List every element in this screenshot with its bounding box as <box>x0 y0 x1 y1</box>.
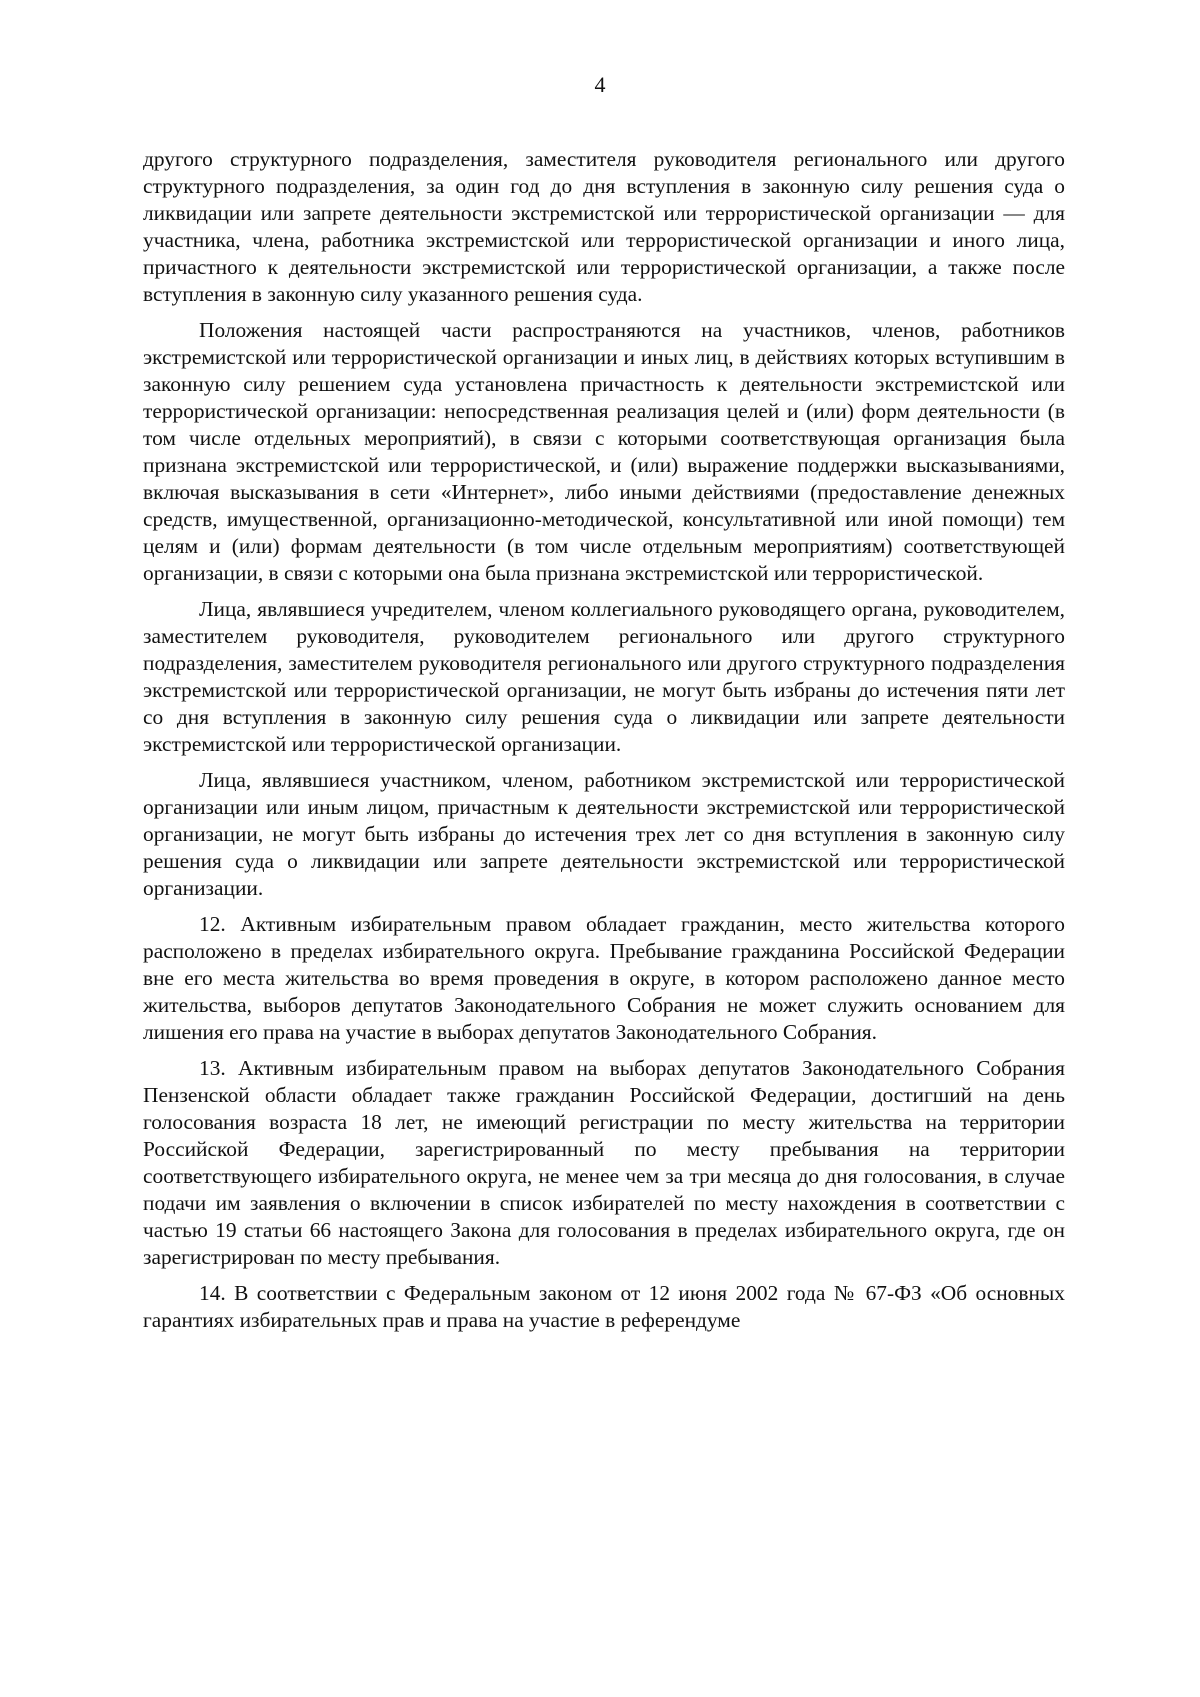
page-number: 4 <box>594 72 606 97</box>
paragraph-clause-12: 12. Активным избирательным правом обладает гражданин, место жительства которого расположено в пределах избирательного округа. Пребывание гражданина Российской Федерации вне его места жительства во время проведения в округе, в котором расположено данное место жительства, выборов депутатов Законодательного Собрания не может служить основанием для лишения его права на участие в выборах депутатов Законодательного Собрания. <box>143 912 1065 1044</box>
paragraph-clause-13: 13. Активным избирательным правом на выборах депутатов Законодательного Собрания Пензенской области обладает также гражданин Российской Федерации, достигший на день голосования возраста 18 лет, не имеющий регистрации по месту жительства на территории Российской Федерации, зарегистрированный по месту пребывания на территории соответствующего избирательного округа, не менее чем за три месяца до дня голосования, в случае подачи им заявления о включении в список избирателей по месту нахождения в соответствии с частью 19 статьи 66 настоящего Закона для голосования в пределах избирательного округа, где он зарегистрирован по месту пребывания. <box>143 1056 1065 1269</box>
paragraph-participants-ineligibility: Лица, являвшиеся участником, членом, работником экстремистской или террористической организации или иным лицом, причастным к деятельности экстремистской или террористической организации, не могут быть избраны до истечения трех лет со дня вступления в законную силу решения суда о ликвидации или запрете деятельности экстремистской или террористической организации. <box>143 768 1065 900</box>
paragraph-continuation: другого структурного подразделения, заместителя руководителя регионального или другого структурного подразделения, за один год до дня вступления в законную силу решения суда о ликвидации или запрете деятельности экстремистской или террористической организации — для участника, члена, работника экстремистской или террористической организации и иного лица, причастного к деятельности экстремистской или террористической организации, а также после вступления в законную силу указанного решения суда. <box>143 147 1065 306</box>
document-body <box>143 146 1065 1343</box>
paragraph-provisions-scope: Положения настоящей части распространяются на участников, членов, работников экстремистской или террористической организации и иных лиц, в действиях которых вступившим в законную силу решением суда установлена причастность к деятельности экстремистской или террористической организации: непосредственная реализация целей и (или) форм деятельности (в том числе отдельных мероприятий), в связи с которыми соответствующая организация была признана экстремистской или террористической, и (или) выражение поддержки высказываниями, включая высказывания в сети «Интернет», либо иными действиями (предоставление денежных средств, имущественной, организационно-методической, консультативной или иной помощи) тем целям и (или) формам деятельности (в том числе отдельным мероприятиям) соответствующей организации, в связи с которыми она была признана экстремистской или террористической. <box>143 318 1065 585</box>
paragraph-clause-14: 14. В соответствии с Федеральным законом от 12 июня 2002 года № 67-ФЗ «Об основных гарантиях избирательных прав и права на участие в референдуме <box>143 1281 1065 1332</box>
paragraph-founders-ineligibility: Лица, являвшиеся учредителем, членом коллегиального руководящего органа, руководителем, заместителем руководителя, руководителем регионального или другого структурного подразделения, заместителем руководителя регионального или другого структурного подразделения экстремистской или террористической организации, не могут быть избраны до истечения пяти лет со дня вступления в законную силу решения суда о ликвидации или запрете деятельности экстремистской или террористической организации. <box>143 597 1065 756</box>
